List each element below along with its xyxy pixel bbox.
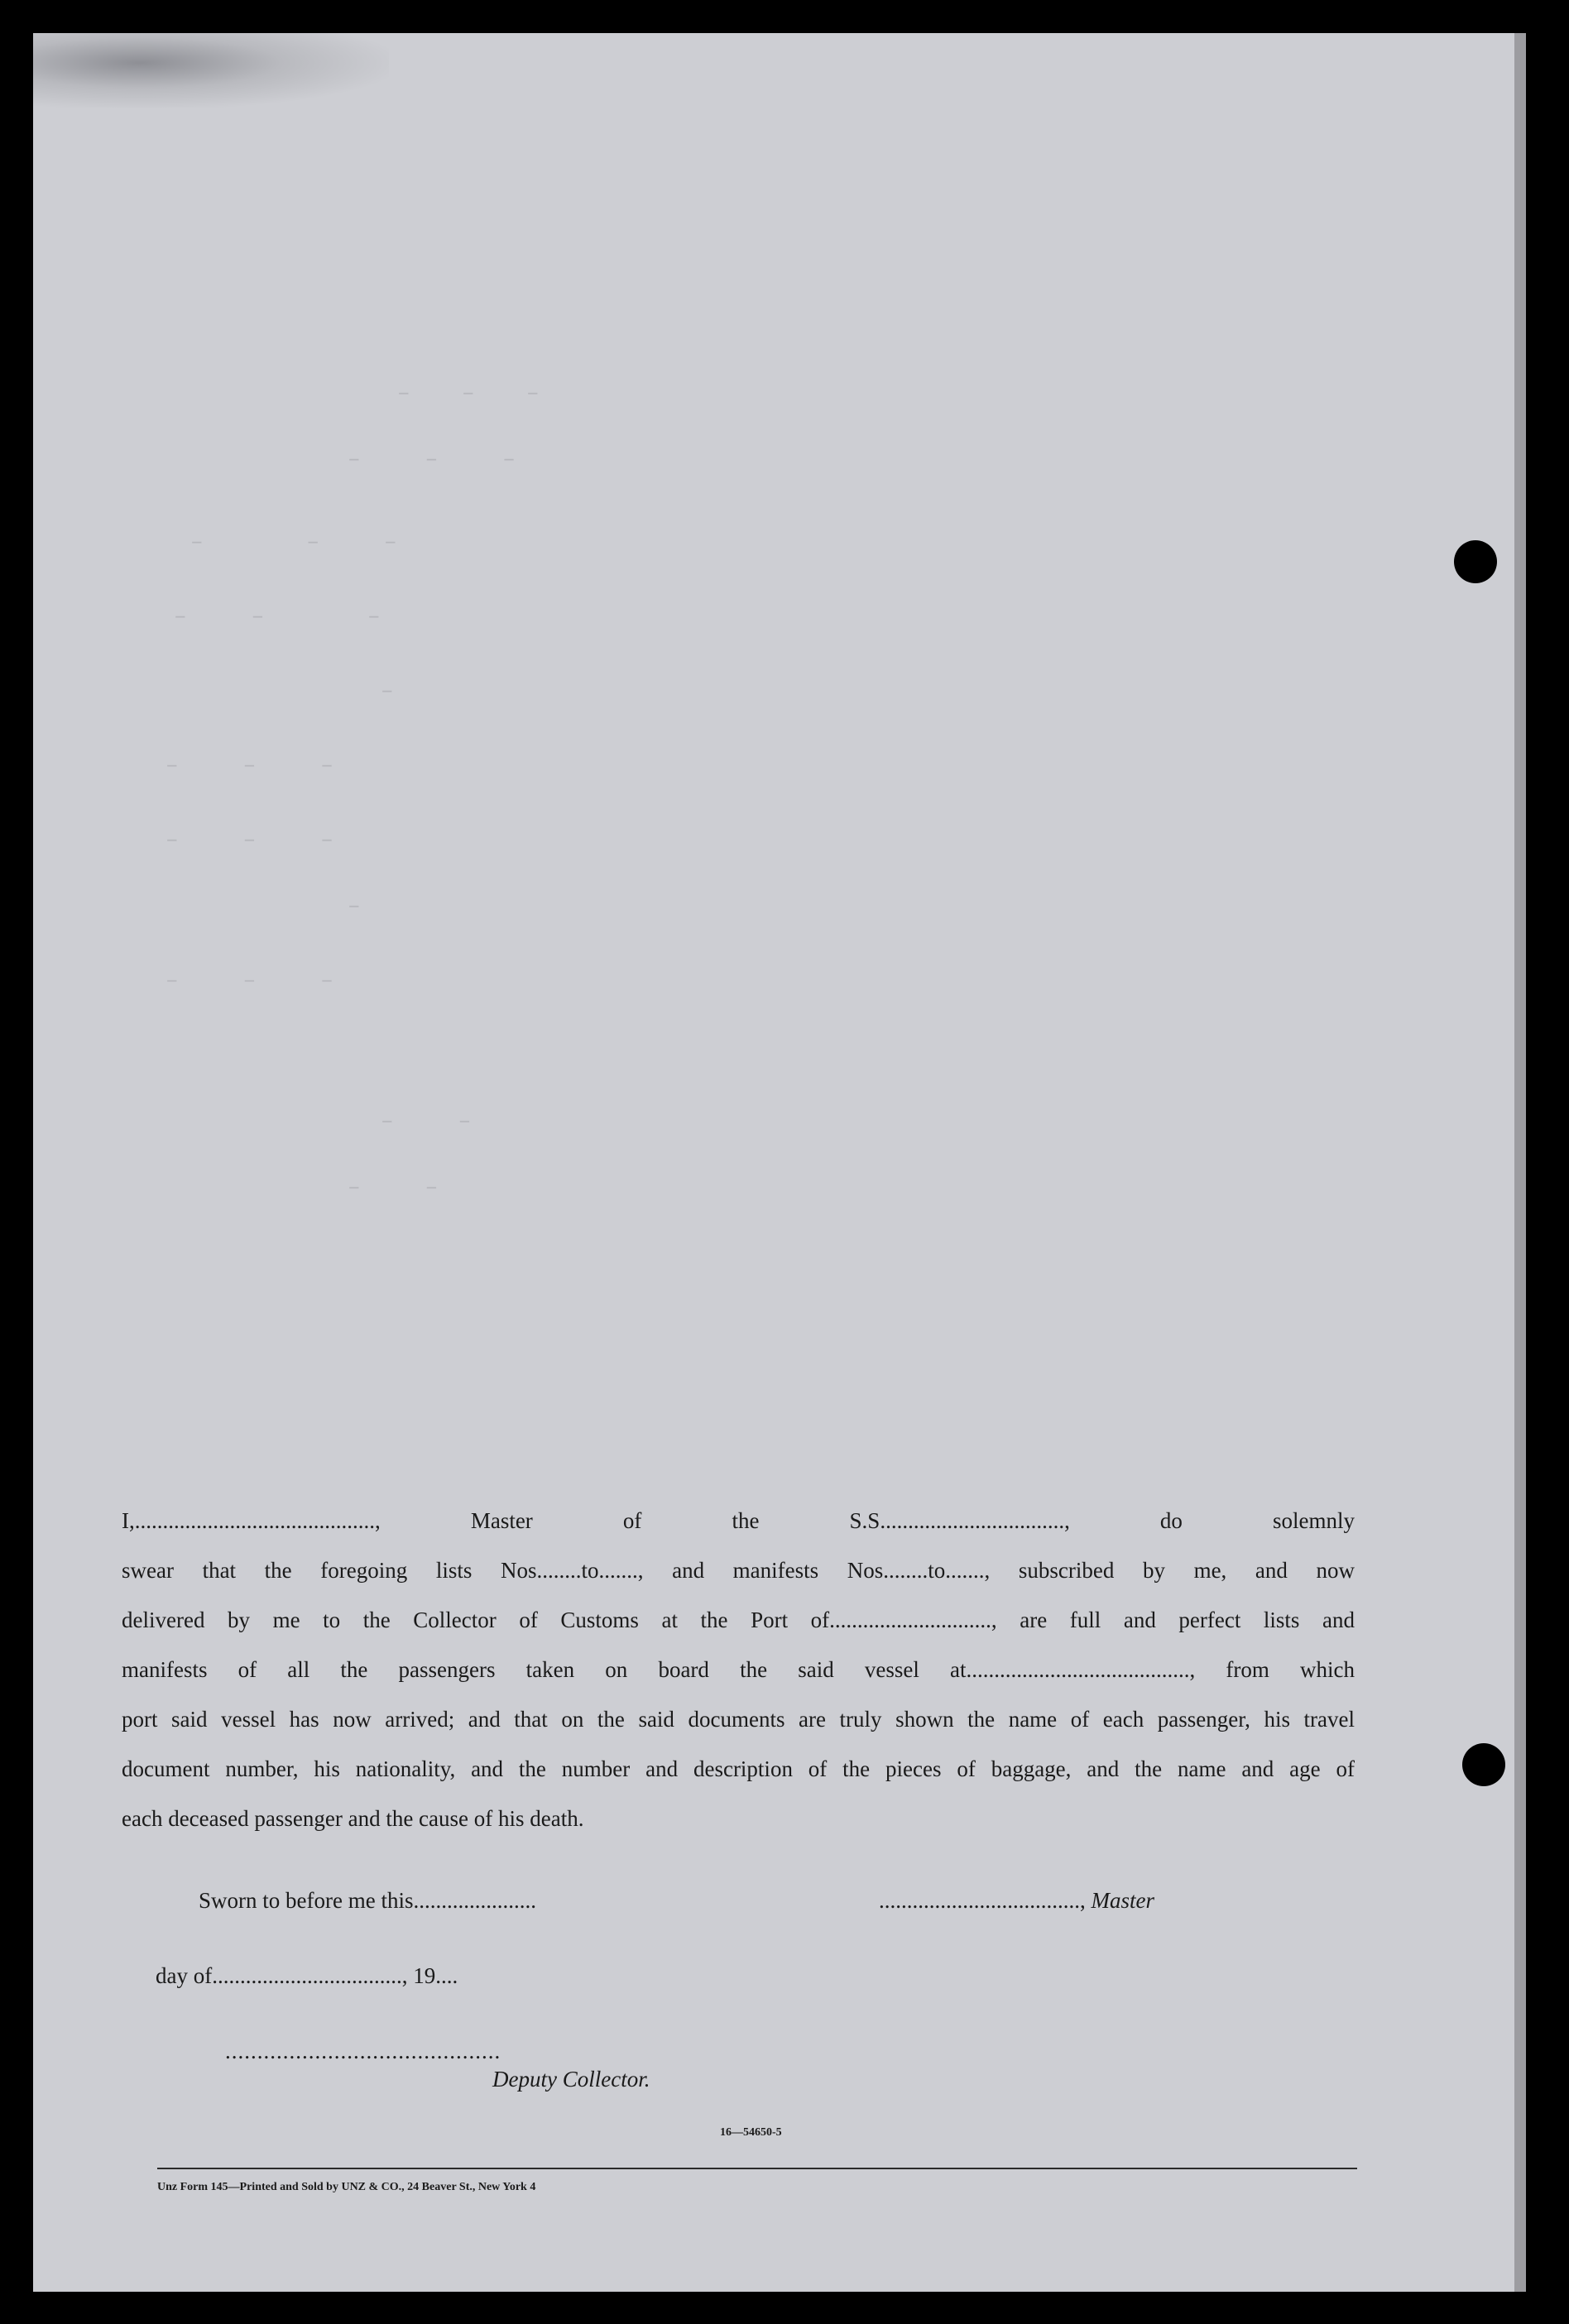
deputy-signature-dots: ...........................................: [225, 2039, 501, 2063]
oath-line: swear that the foregoing lists Nos........to......., and manifests Nos........to......., subscribed by me, and now: [122, 1558, 1355, 1583]
bleed-through-mark: –: [348, 894, 361, 918]
bleed-through-mark: – – –: [348, 447, 516, 472]
bleed-through-mark: – –: [348, 1175, 439, 1200]
page-edge: [1514, 33, 1526, 2292]
bleed-through-mark: – – –: [166, 827, 333, 852]
oath-line: each deceased passenger and the cause of his death.: [122, 1806, 584, 1831]
day-line: day of.................................., 19....: [156, 1963, 458, 1988]
oath-line: port said vessel has now arrived; and that on the said documents are truly shown the name of each passenger, his travel: [122, 1707, 1355, 1732]
oath-line: manifests of all the passengers taken on board the said vessel at........................................, from which: [122, 1657, 1355, 1682]
punch-hole: [1454, 540, 1497, 583]
bleed-through-mark: – –: [381, 1109, 472, 1133]
punch-hole: [1462, 1743, 1505, 1786]
master-signature-dots: ....................................,: [879, 1888, 1086, 1913]
bleed-through-mark: – – –: [190, 529, 397, 554]
oath-line: document number, his nationality, and the number and description of the pieces of baggage, and the name and age of: [122, 1756, 1355, 1781]
deputy-collector-label: Deputy Collector.: [492, 2067, 650, 2092]
footer-divider: [157, 2168, 1357, 2169]
corner-smudge: [33, 33, 389, 108]
bleed-through-mark: – – –: [174, 604, 381, 629]
printer-footer: Unz Form 145—Printed and Sold by UNZ & CO., 24 Beaver St., New York 4: [157, 2181, 536, 2193]
master-label: Master: [1091, 1888, 1154, 1913]
document-page: [33, 33, 1514, 2292]
bleed-through-mark: – – –: [166, 753, 333, 778]
bleed-through-mark: – – –: [397, 381, 540, 405]
master-signature-line: [879, 1888, 1154, 1914]
bleed-through-mark: – – –: [166, 968, 333, 993]
oath-line: I,..........................................., Master of the S.S................................., do solemnly: [122, 1508, 1355, 1533]
sworn-line: Sworn to before me this......................: [199, 1888, 536, 1913]
form-number: 16—54650-5: [720, 2126, 782, 2139]
oath-line: delivered by me to the Collector of Customs at the Port of............................., are full and perfect lists and: [122, 1608, 1355, 1632]
bleed-through-mark: –: [381, 678, 394, 703]
master-oath-paragraph: [122, 1496, 1355, 1843]
